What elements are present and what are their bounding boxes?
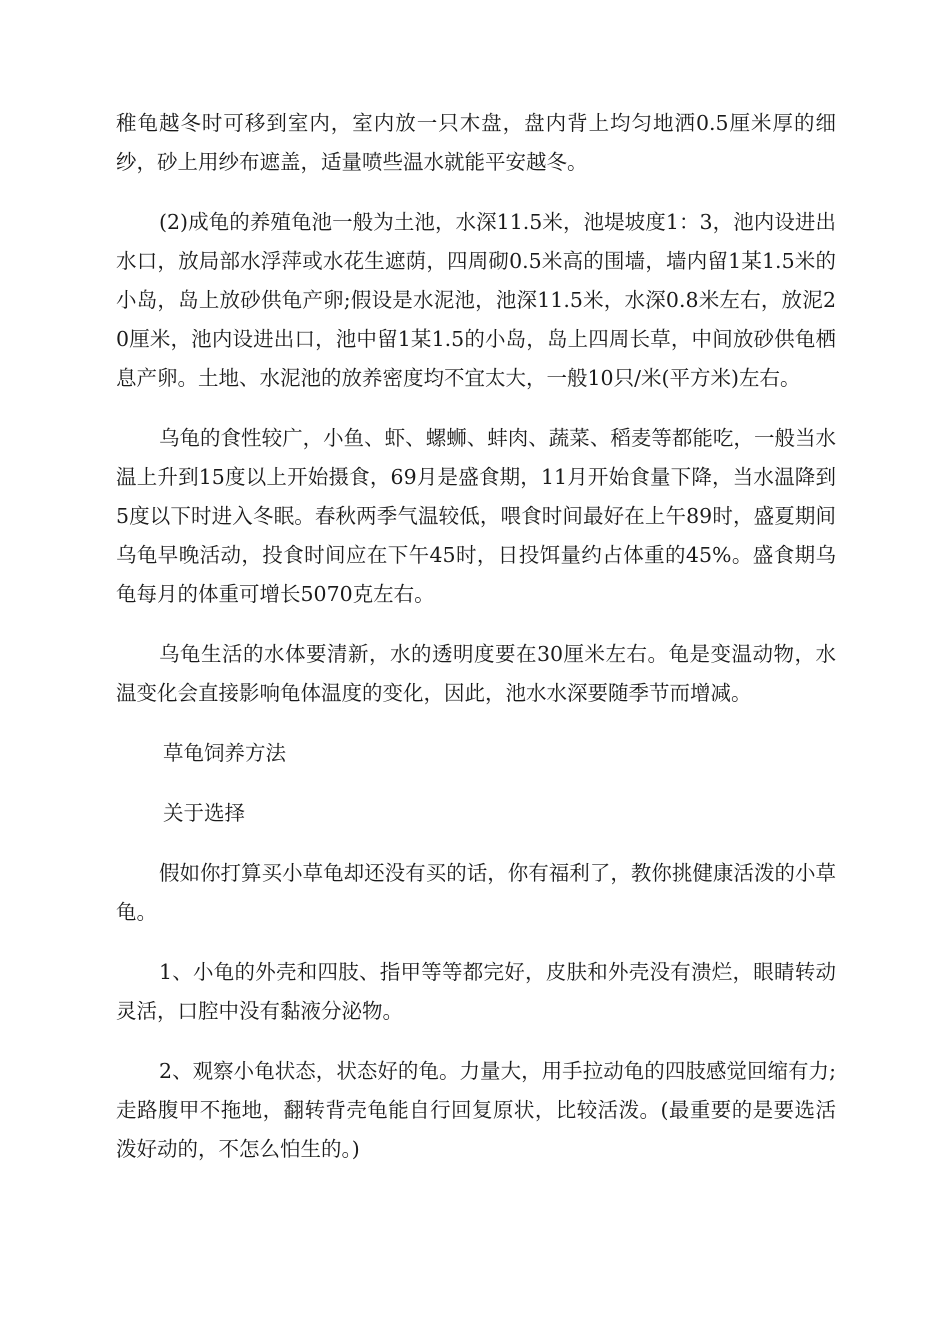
section-heading-care-method: 草龟饲养方法 (163, 741, 286, 765)
paragraph-selection-tip-2: 2、观察小龟状态，状态好的龟。力量大，用手拉动龟的四肢感觉回缩有力;走路腹甲不拖地，翻转背壳龟能自行回复原状，比较活泼。(最重要的是要选活泼好动的，不怎么怕生的。) (116, 1059, 836, 1161)
paragraph-feeding: 乌龟的食性较广，小鱼、虾、螺蛳、蚌肉、蔬菜、稻麦等都能吃，一般当水温上升到15度以上开始摄食，69月是盛食期，11月开始食量下降，当水温降到5度以下时进入冬眠。春秋两季气温较低，喂食时间最好在上午89时，盛夏期间乌龟早晚活动，投食时间应在下午45时，日投饵量约占体重的45%。盛食期乌龟每月的体重可增长5070克左右。 (116, 426, 836, 606)
paragraph-selection-tip-1: 1、小龟的外壳和四肢、指甲等等都完好，皮肤和外壳没有溃烂，眼睛转动灵活，口腔中没有黏液分泌物。 (116, 960, 836, 1023)
section-heading-selection: 关于选择 (163, 801, 245, 825)
paragraph-selection-intro: 假如你打算买小草龟却还没有买的话，你有福利了，教你挑健康活泼的小草龟。 (116, 861, 836, 924)
paragraph-adult-pond: (2)成龟的养殖龟池一般为土池，水深11.5米，池堤坡度1：3，池内设进出水口，放局部水浮萍或水花生遮荫，四周砌0.5米高的围墙，墙内留1某1.5米的小岛，岛上放砂供龟产卵;假设是水泥池，池深11.5米，水深0.8米左右，放泥20厘米，池内设进出口，池中留1某1.5的小岛，岛上四周长草，中间放砂供龟栖息产卵。土地、水泥池的放养密度均不宜太大，一般10只/米(平方米)左右。 (116, 210, 836, 390)
document-page (116, 104, 836, 1190)
paragraph-hibernation: 稚龟越冬时可移到室内，室内放一只木盘，盘内背上均匀地洒0.5厘米厚的细纱，砂上用纱布遮盖，适量喷些温水就能平安越冬。 (116, 111, 836, 174)
paragraph-water-quality: 乌龟生活的水体要清新，水的透明度要在30厘米左右。龟是变温动物，水温变化会直接影响龟体温度的变化，因此，池水水深要随季节而增减。 (116, 642, 836, 705)
